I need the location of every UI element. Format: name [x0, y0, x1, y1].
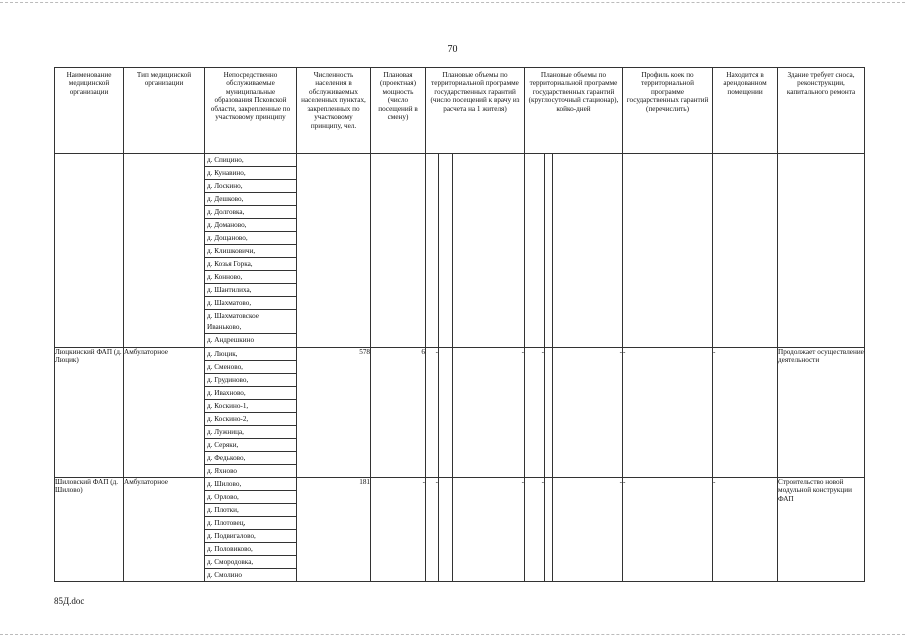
- population-cell: 578: [297, 348, 371, 478]
- village-item: д. Шилово,: [205, 478, 296, 491]
- plan-hospital-cell-2: [545, 348, 553, 478]
- page-number: 70: [447, 44, 458, 55]
- org-name-cell: Шиловский ФАП (д. Шилово): [55, 478, 124, 582]
- facilities-table: [54, 67, 865, 582]
- plan-hospital-cell-3: -: [553, 348, 623, 478]
- village-item: д. Федьково,: [205, 452, 296, 465]
- bed-profile-cell: -: [623, 348, 713, 478]
- header-plan-hospital: Плановые объемы по территориальной программе государственных гарантий (круглосуточный стационар), койко-дней: [525, 68, 623, 154]
- village-item: д. Дощаново,: [205, 232, 296, 245]
- village-item: д. Шахматово,: [205, 297, 296, 310]
- village-item: д. Конново,: [205, 271, 296, 284]
- plan-visits-cell-3: -: [453, 348, 525, 478]
- village-item: д. Лужница,: [205, 426, 296, 439]
- village-item: д. Орлово,: [205, 491, 296, 504]
- building-status-cell: Продолжает осуществление деятельности: [778, 348, 865, 478]
- header-org-type: Тип медицинской организации: [124, 68, 205, 154]
- village-item: д. Шантилиха,: [205, 284, 296, 297]
- table-row: [55, 478, 865, 582]
- header-plan-visits: Плановые объемы по территориальной программе государственных гарантий (число посещений к врачу из расчета на 1 жителя): [426, 68, 525, 154]
- header-org-name: Наименование медицинской организации: [55, 68, 124, 154]
- village-item: д. Шахматовское Иваньково,: [205, 310, 296, 334]
- village-item: д. Люцик,: [205, 348, 296, 361]
- header-row: [55, 68, 865, 154]
- village-item: д. Смородовка,: [205, 556, 296, 569]
- header-building-status: Здание требует сноса, реконструкции, капитального ремонта: [778, 68, 865, 154]
- village-item: д. Сменово,: [205, 361, 296, 374]
- village-item: д. Спицино,: [205, 154, 296, 167]
- village-item: д. Плотовец,: [205, 517, 296, 530]
- capacity-cell: -: [371, 478, 426, 582]
- plan-hospital-cell-1: [525, 154, 545, 348]
- org-type-cell: [124, 154, 205, 348]
- scan-bottom-edge: [0, 634, 905, 635]
- table-row: [55, 154, 865, 348]
- village-item: д. Ивахново,: [205, 387, 296, 400]
- plan-visits-cell-1: -: [426, 478, 439, 582]
- villages-cell: [205, 154, 297, 348]
- org-type-cell: Амбулаторное: [124, 348, 205, 478]
- plan-visits-cell-2: [439, 478, 453, 582]
- rented-cell: [713, 154, 778, 348]
- village-item: д. Доманово,: [205, 219, 296, 232]
- building-status-cell: Строительство новой модульной конструкции ФАП: [778, 478, 865, 582]
- villages-cell: [205, 348, 297, 478]
- villages-cell: [205, 478, 297, 582]
- bed-profile-cell: [623, 154, 713, 348]
- village-item: д. Клишковичи,: [205, 245, 296, 258]
- plan-visits-cell-1: -: [426, 348, 439, 478]
- plan-visits-cell-2: [439, 154, 453, 348]
- plan-visits-cell-3: [453, 154, 525, 348]
- plan-visits-cell-1: [426, 154, 439, 348]
- document-filename: 85Д.doc: [54, 596, 85, 606]
- scan-top-edge: [0, 2, 905, 3]
- village-item: д. Смолино: [207, 571, 242, 579]
- header-rented: Находится в арендованном помещении: [713, 68, 778, 154]
- village-item: д. Коскино-1,: [205, 400, 296, 413]
- rented-cell: -: [713, 478, 778, 582]
- header-capacity: Плановая (проектная) мощность (число посещений в смену): [371, 68, 426, 154]
- village-item: д. Долговка,: [205, 206, 296, 219]
- village-item: д. Плотки,: [205, 504, 296, 517]
- plan-hospital-cell-3: [553, 154, 623, 348]
- population-cell: 181: [297, 478, 371, 582]
- population-cell: [297, 154, 371, 348]
- village-item: д. Кунавино,: [205, 167, 296, 180]
- org-name-cell: [55, 154, 124, 348]
- capacity-cell: [371, 154, 426, 348]
- org-type-cell: Амбулаторное: [124, 478, 205, 582]
- header-bed-profile: Профиль коек по территориальной программе государственных гарантий (перечислить): [623, 68, 713, 154]
- plan-visits-cell-2: [439, 348, 453, 478]
- village-item: д. Половиково,: [205, 543, 296, 556]
- capacity-cell: 6: [371, 348, 426, 478]
- plan-hospital-cell-2: [545, 478, 553, 582]
- table-row: [55, 348, 865, 478]
- plan-hospital-cell-3: -: [553, 478, 623, 582]
- village-item: д. Козья Горка,: [205, 258, 296, 271]
- village-item: д. Лоскино,: [205, 180, 296, 193]
- header-municipalities: Непосредственно обслуживаемые муниципальные образования Псковской области, закрепленные по участковому принципу: [205, 68, 297, 154]
- village-item: д. Дешково,: [205, 193, 296, 206]
- building-status-cell: [778, 154, 865, 348]
- plan-hospital-cell-1: -: [525, 348, 545, 478]
- rented-cell: -: [713, 348, 778, 478]
- village-item: д. Коскино-2,: [205, 413, 296, 426]
- bed-profile-cell: -: [623, 478, 713, 582]
- plan-hospital-cell-2: [545, 154, 553, 348]
- village-item: д. Андрешкино: [207, 336, 255, 344]
- plan-hospital-cell-1: -: [525, 478, 545, 582]
- org-name-cell: Люцкинский ФАП (д. Люцик): [55, 348, 124, 478]
- village-item: д. Подвигалово,: [205, 530, 296, 543]
- village-item: д. Грудиново,: [205, 374, 296, 387]
- village-item: д. Серяки,: [205, 439, 296, 452]
- header-population: Численность населения в обслуживаемых населенных пунктах, закрепленных по участковому принципу, чел.: [297, 68, 371, 154]
- plan-visits-cell-3: -: [453, 478, 525, 582]
- village-item: д. Яхново: [207, 467, 238, 475]
